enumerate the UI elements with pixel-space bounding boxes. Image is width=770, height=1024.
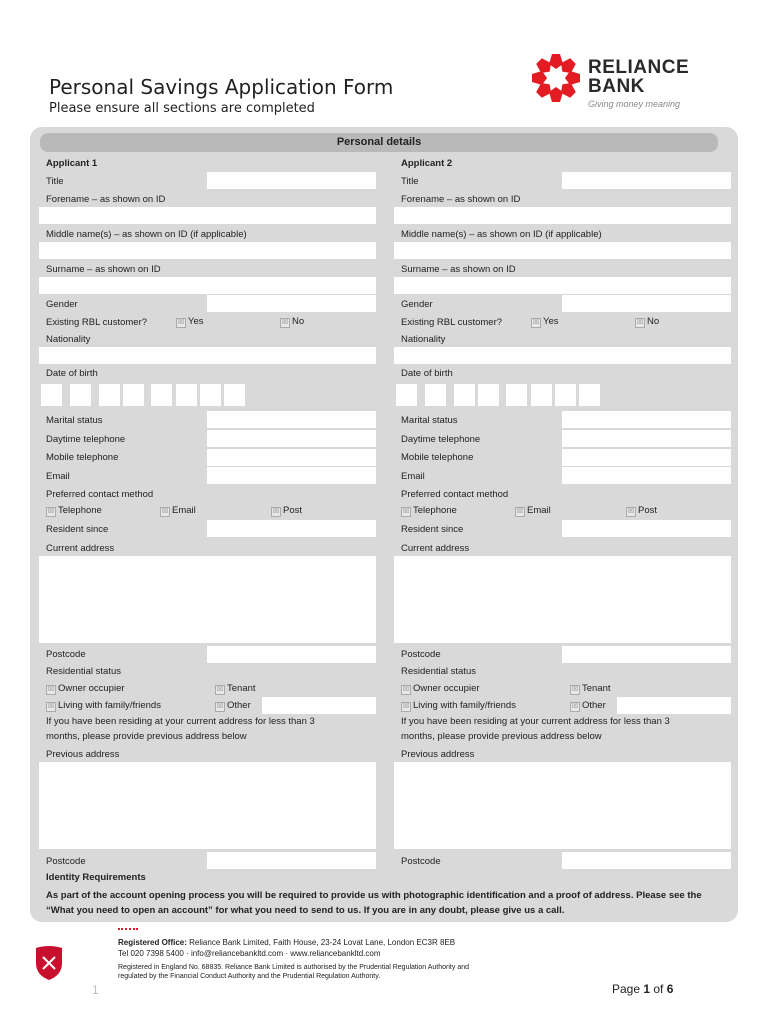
applicant1-dob-digit-2[interactable] bbox=[70, 384, 91, 406]
brand-line-2: BANK bbox=[588, 76, 645, 97]
applicant2-marital-label: Marital status bbox=[401, 415, 458, 426]
checkbox-icon[interactable]: ☒ bbox=[281, 319, 289, 326]
applicant1-contact-email-checkbox-label: Email bbox=[172, 505, 196, 516]
applicant2-other-checkbox-label: Other bbox=[582, 700, 606, 711]
applicant1-existing-no-checkbox-label: No bbox=[292, 316, 305, 327]
page-current: 1 bbox=[643, 982, 651, 996]
applicant1-dob-digit-8[interactable] bbox=[224, 384, 245, 406]
applicant2-residing-note-2: months, please provide previous address below bbox=[401, 731, 602, 742]
checkbox-icon[interactable]: ☒ bbox=[636, 319, 644, 326]
checkbox-icon[interactable]: ☒ bbox=[47, 686, 55, 693]
applicant2-contact-method-label: Preferred contact method bbox=[401, 489, 509, 500]
checkbox-icon[interactable]: ☒ bbox=[402, 703, 410, 710]
applicant1-owner-occupier-checkbox-label: Owner occupier bbox=[58, 683, 125, 694]
applicant2-forename-label: Forename – as shown on ID bbox=[401, 194, 521, 205]
applicant1-contact-method-label: Preferred contact method bbox=[46, 489, 154, 500]
applicant1-dob-digit-5[interactable] bbox=[151, 384, 172, 406]
footer-accent bbox=[118, 928, 138, 930]
applicant1-living-family-checkbox-label: Living with family/friends bbox=[58, 700, 161, 711]
applicant2-existing-yes-checkbox-label: Yes bbox=[543, 316, 559, 327]
applicant1-residing-note-2: months, please provide previous address below bbox=[46, 731, 247, 742]
section-title: Personal details bbox=[40, 133, 718, 152]
applicant1-middle-name-label: Middle name(s) – as shown on ID (if applicable) bbox=[46, 229, 247, 240]
applicant2-contact-telephone-checkbox[interactable] bbox=[401, 505, 457, 517]
applicant2-dob-digit-7[interactable] bbox=[555, 384, 576, 406]
applicant2-residential-status-label: Residential status bbox=[401, 666, 476, 677]
checkbox-icon[interactable]: ☒ bbox=[216, 703, 224, 710]
applicant2-contact-post-checkbox-label: Post bbox=[638, 505, 658, 516]
checkbox-icon[interactable]: ☒ bbox=[47, 703, 55, 710]
page-prefix: Page bbox=[612, 982, 644, 996]
applicant2-gender-label: Gender bbox=[401, 299, 433, 310]
applicant1-current-address-field[interactable] bbox=[39, 556, 376, 643]
checkbox-icon[interactable]: ☒ bbox=[177, 319, 185, 326]
applicant1-existing-no-checkbox[interactable] bbox=[280, 316, 304, 328]
applicant2-residing-note-1: If you have been residing at your current address for less than 3 bbox=[401, 716, 670, 727]
applicant1-email-label: Email bbox=[46, 471, 70, 482]
applicant2-current-address-label: Current address bbox=[401, 543, 470, 554]
applicant2-marital-field[interactable] bbox=[562, 411, 731, 428]
applicant1-surname-field[interactable] bbox=[39, 277, 376, 294]
salvation-army-shield-icon bbox=[34, 945, 64, 981]
applicant1-tenant-checkbox[interactable] bbox=[215, 683, 256, 695]
applicant2-previous-postcode-label: Postcode bbox=[401, 856, 441, 867]
checkbox-icon[interactable]: ☒ bbox=[627, 508, 635, 515]
applicant1-existing-yes-checkbox-label: Yes bbox=[188, 316, 204, 327]
applicant1-dob-digit-4[interactable] bbox=[123, 384, 144, 406]
applicant2-surname-field[interactable] bbox=[394, 277, 731, 294]
applicant2-email-label: Email bbox=[401, 471, 425, 482]
checkbox-icon[interactable]: ☒ bbox=[47, 508, 55, 515]
applicant1-contact-email-checkbox[interactable] bbox=[160, 505, 196, 517]
applicant2-nationality-label: Nationality bbox=[401, 334, 446, 345]
applicant1-dob-digit-7[interactable] bbox=[200, 384, 221, 406]
applicant1-tenant-checkbox-label: Tenant bbox=[227, 683, 256, 694]
checkbox-icon[interactable]: ☒ bbox=[571, 686, 579, 693]
applicant2-dob-digit-6[interactable] bbox=[531, 384, 552, 406]
applicant1-mobile-phone-field[interactable] bbox=[207, 449, 376, 466]
applicant2-dob-digit-5[interactable] bbox=[506, 384, 527, 406]
applicant2-current-address-field[interactable] bbox=[394, 556, 731, 643]
applicant1-previous-address-field[interactable] bbox=[39, 762, 376, 849]
applicant2-postcode-field[interactable] bbox=[562, 646, 731, 663]
applicant2-contact-email-checkbox-label: Email bbox=[527, 505, 551, 516]
applicant1-daytime-phone-field[interactable] bbox=[207, 430, 376, 447]
applicant2-living-family-checkbox-label: Living with family/friends bbox=[413, 700, 516, 711]
identity-text: As part of the account opening process you will be required to provide us with photographic identification and a proof of address. Please see the “What you need to open an account” for what you need to send to us. If you are in any doubt, please give us a call. bbox=[46, 890, 702, 916]
applicant2-existing-no-checkbox[interactable] bbox=[635, 316, 659, 328]
applicant1-residential-status-label: Residential status bbox=[46, 666, 121, 677]
applicant2-email-field[interactable] bbox=[562, 467, 731, 484]
office-label: Registered Office: bbox=[118, 938, 187, 947]
applicant1-previous-postcode-field[interactable] bbox=[207, 852, 376, 869]
applicant1-contact-telephone-checkbox-label: Telephone bbox=[58, 505, 102, 516]
checkbox-icon[interactable]: ☒ bbox=[216, 686, 224, 693]
applicant2-existing-no-checkbox-label: No bbox=[647, 316, 660, 327]
applicant1-nationality-field[interactable] bbox=[39, 347, 376, 364]
applicant1-other-field[interactable] bbox=[262, 697, 376, 714]
applicant2-middle-name-field[interactable] bbox=[394, 242, 731, 259]
applicant1-mobile-phone-label: Mobile telephone bbox=[46, 452, 119, 463]
checkbox-icon[interactable]: ☒ bbox=[532, 319, 540, 326]
applicant2-postcode-label: Postcode bbox=[401, 649, 441, 660]
applicant1-title-field[interactable] bbox=[207, 172, 376, 189]
applicant2-nationality-field[interactable] bbox=[394, 347, 731, 364]
page-title: Personal Savings Application Form bbox=[49, 75, 394, 99]
contact-line: Tel 020 7398 5400 · info@reliancebankltd.com · www.reliancebankltd.com bbox=[118, 949, 381, 958]
applicant2-owner-occupier-checkbox[interactable] bbox=[401, 683, 480, 695]
applicant1-previous-address-label: Previous address bbox=[46, 749, 120, 760]
brand-tagline: Giving money meaning bbox=[588, 99, 681, 109]
applicant1-gender-label: Gender bbox=[46, 299, 78, 310]
applicant1-contact-post-checkbox-label: Post bbox=[283, 505, 303, 516]
page-total: 6 bbox=[666, 982, 674, 996]
applicant1-dob-digit-3[interactable] bbox=[99, 384, 120, 406]
applicant1-other-checkbox[interactable] bbox=[215, 700, 251, 712]
applicant2-owner-occupier-checkbox-label: Owner occupier bbox=[413, 683, 480, 694]
applicant2-dob-digit-1[interactable] bbox=[396, 384, 417, 406]
applicant1-email-field[interactable] bbox=[207, 467, 376, 484]
page-number bbox=[612, 982, 673, 996]
applicant2-existing-customer-label: Existing RBL customer? bbox=[401, 317, 503, 328]
applicant2-existing-yes-checkbox[interactable] bbox=[531, 316, 559, 328]
brand-line-1: RELIANCE bbox=[588, 57, 690, 78]
page-of: of bbox=[650, 982, 667, 996]
registration-line-1: Registered in England No. 68835. Reliance Bank Limited is authorised by the Prudential Regulation Authority and bbox=[118, 964, 469, 971]
applicant2-tenant-checkbox-label: Tenant bbox=[582, 683, 611, 694]
applicant2-title-field[interactable] bbox=[562, 172, 731, 189]
reliance-bank-logo-icon bbox=[530, 52, 582, 104]
registered-office bbox=[118, 938, 455, 947]
applicant1-living-family-checkbox[interactable] bbox=[46, 700, 161, 712]
checkbox-icon[interactable]: ☒ bbox=[161, 508, 169, 515]
applicant2-resident-since-field[interactable] bbox=[562, 520, 731, 537]
applicant2-dob-digit-8[interactable] bbox=[579, 384, 600, 406]
applicant1-postcode-label: Postcode bbox=[46, 649, 86, 660]
applicant2-living-family-checkbox[interactable] bbox=[401, 700, 516, 712]
applicant1-previous-postcode-label: Postcode bbox=[46, 856, 86, 867]
applicant1-contact-post-checkbox[interactable] bbox=[271, 505, 302, 517]
applicant2-previous-postcode-field[interactable] bbox=[562, 852, 731, 869]
page-subtitle: Please ensure all sections are completed bbox=[49, 101, 315, 116]
applicant2-resident-since-label: Resident since bbox=[401, 524, 464, 535]
applicant1-other-checkbox-label: Other bbox=[227, 700, 251, 711]
applicant2-mobile-phone-label: Mobile telephone bbox=[401, 452, 474, 463]
applicant1-dob-digit-1[interactable] bbox=[41, 384, 62, 406]
applicant2-previous-address-label: Previous address bbox=[401, 749, 475, 760]
applicant2-title-label: Title bbox=[401, 176, 419, 187]
identity-heading: Identity Requirements bbox=[46, 872, 146, 883]
applicant2-mobile-phone-field[interactable] bbox=[562, 449, 731, 466]
applicant1-forename-label: Forename – as shown on ID bbox=[46, 194, 166, 205]
applicant2-dob-digit-4[interactable] bbox=[478, 384, 499, 406]
applicant1-middle-name-field[interactable] bbox=[39, 242, 376, 259]
office-text: Reliance Bank Limited, Faith House, 23-24 Lovat Lane, London EC3R 8EB bbox=[189, 938, 456, 947]
checkbox-icon[interactable]: ☒ bbox=[272, 508, 280, 515]
applicant1-owner-occupier-checkbox[interactable] bbox=[46, 683, 125, 695]
applicant2-heading: Applicant 2 bbox=[401, 158, 453, 169]
applicant1-dob-digit-6[interactable] bbox=[176, 384, 197, 406]
applicant1-existing-yes-checkbox[interactable] bbox=[176, 316, 204, 328]
applicant1-surname-label: Surname – as shown on ID bbox=[46, 264, 161, 275]
applicant2-other-checkbox[interactable] bbox=[570, 700, 606, 712]
applicant2-daytime-phone-label: Daytime telephone bbox=[401, 434, 481, 445]
applicant1-gender-field[interactable] bbox=[207, 295, 376, 312]
applicant2-contact-post-checkbox[interactable] bbox=[626, 505, 657, 517]
applicant1-marital-label: Marital status bbox=[46, 415, 103, 426]
applicant2-gender-field[interactable] bbox=[562, 295, 731, 312]
page-index: 1 bbox=[92, 983, 99, 997]
registration-line-2: regulated by the Financial Conduct Authority and the Prudential Regulation Authority. bbox=[118, 973, 381, 980]
applicant1-title-label: Title bbox=[46, 176, 64, 187]
applicant1-daytime-phone-label: Daytime telephone bbox=[46, 434, 126, 445]
applicant1-postcode-field[interactable] bbox=[207, 646, 376, 663]
applicant2-middle-name-label: Middle name(s) – as shown on ID (if applicable) bbox=[401, 229, 602, 240]
checkbox-icon[interactable]: ☒ bbox=[516, 508, 524, 515]
applicant1-dob-label: Date of birth bbox=[46, 368, 98, 379]
applicant1-current-address-label: Current address bbox=[46, 543, 115, 554]
checkbox-icon[interactable]: ☒ bbox=[402, 686, 410, 693]
applicant2-contact-email-checkbox[interactable] bbox=[515, 505, 551, 517]
applicant2-dob-digit-2[interactable] bbox=[425, 384, 446, 406]
applicant1-heading: Applicant 1 bbox=[46, 158, 98, 169]
applicant2-dob-label: Date of birth bbox=[401, 368, 453, 379]
applicant1-nationality-label: Nationality bbox=[46, 334, 91, 345]
applicant2-forename-field[interactable] bbox=[394, 207, 731, 224]
applicant1-resident-since-label: Resident since bbox=[46, 524, 109, 535]
applicant1-existing-customer-label: Existing RBL customer? bbox=[46, 317, 148, 328]
applicant1-contact-telephone-checkbox[interactable] bbox=[46, 505, 102, 517]
applicant1-resident-since-field[interactable] bbox=[207, 520, 376, 537]
checkbox-icon[interactable]: ☒ bbox=[571, 703, 579, 710]
applicant1-marital-field[interactable] bbox=[207, 411, 376, 428]
applicant2-contact-telephone-checkbox-label: Telephone bbox=[413, 505, 457, 516]
applicant2-daytime-phone-field[interactable] bbox=[562, 430, 731, 447]
applicant1-residing-note-1: If you have been residing at your current address for less than 3 bbox=[46, 716, 315, 727]
applicant2-other-field[interactable] bbox=[617, 697, 731, 714]
applicant2-dob-digit-3[interactable] bbox=[454, 384, 475, 406]
applicant2-tenant-checkbox[interactable] bbox=[570, 683, 611, 695]
applicant2-surname-label: Surname – as shown on ID bbox=[401, 264, 516, 275]
checkbox-icon[interactable]: ☒ bbox=[402, 508, 410, 515]
brand-name bbox=[588, 58, 689, 96]
applicant2-previous-address-field[interactable] bbox=[394, 762, 731, 849]
applicant1-forename-field[interactable] bbox=[39, 207, 376, 224]
